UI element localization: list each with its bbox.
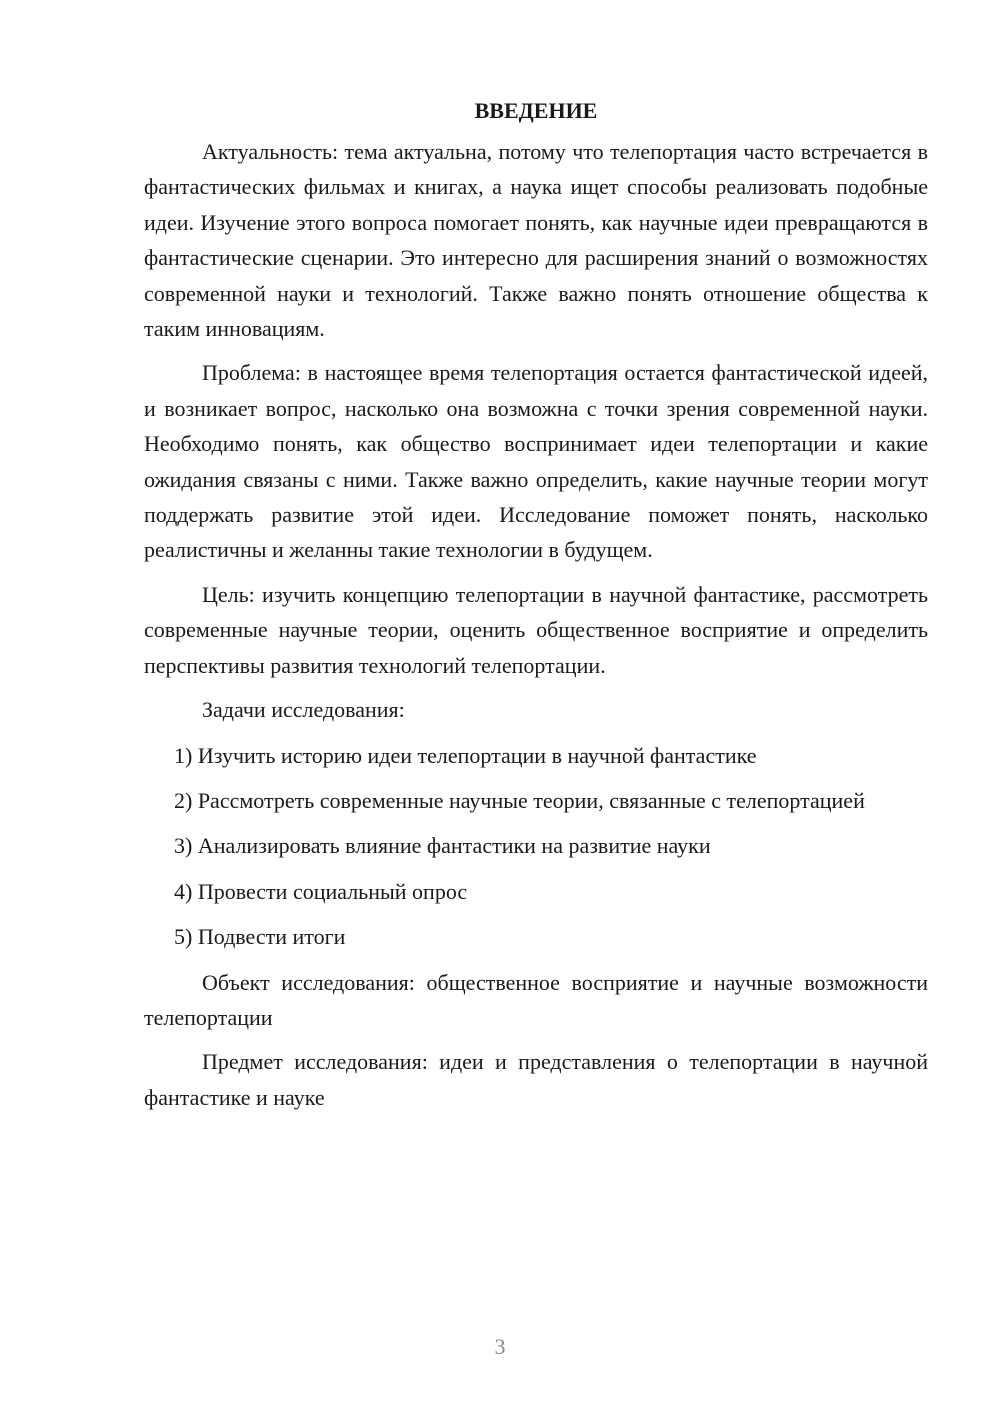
page-number: 3 xyxy=(494,1334,506,1359)
page-title: ВВЕДЕНИЕ xyxy=(474,98,598,123)
problem-paragraph: Проблема: в настоящее время телепортация остается фантастической идеей, и возникает вопрос, насколько она возможна с точки зрения современной науки. Необходимо понять, как общество воспринимает идеи телепортации и какие ожидания связаны с ними. Также важно определить, какие научные теории могут поддержать развитие этой идеи. Исследование поможет понять, насколько реалистичны и желанны такие технологии в будущем. xyxy=(144,360,928,563)
goal-paragraph: Цель: изучить концепцию телепортации в научной фантастике, рассмотреть современные научные теории, оценить общественное восприятие и определить перспективы развития технологий телепортации. xyxy=(144,581,928,678)
tasks-label: Задачи исследования: xyxy=(202,697,405,723)
list-item: 1) Изучить историю идеи телепортации в научной фантастике xyxy=(174,742,757,768)
document-page xyxy=(144,96,928,1124)
list-item: 3) Анализировать влияние фантастики на развитие науки xyxy=(174,833,711,859)
relevance-paragraph: Актуальность: тема актуальна, потому что телепортация часто встречается в фантастических фильмах и книгах, а наука ищет способы реализовать подобные идеи. Изучение этого вопроса помогает понять, как научные идеи превращаются в фантастические сценарии. Это интересно для расширения знаний о возможностях современной науки и технологий. Также важно понять отношение общества к таким инновациям. xyxy=(144,139,928,342)
list-item: 4) Провести социальный опрос xyxy=(174,878,468,904)
list-item: 2) Рассмотреть современные научные теории, связанные с телепортацией xyxy=(174,787,865,813)
object-paragraph: Объект исследования: общественное восприятие и научные возможности телепортации xyxy=(144,969,928,1030)
subject-paragraph: Предмет исследования: идеи и представления о телепортации в научной фантастике и науке xyxy=(144,1049,928,1110)
list-item: 5) Подвести итоги xyxy=(174,924,346,950)
